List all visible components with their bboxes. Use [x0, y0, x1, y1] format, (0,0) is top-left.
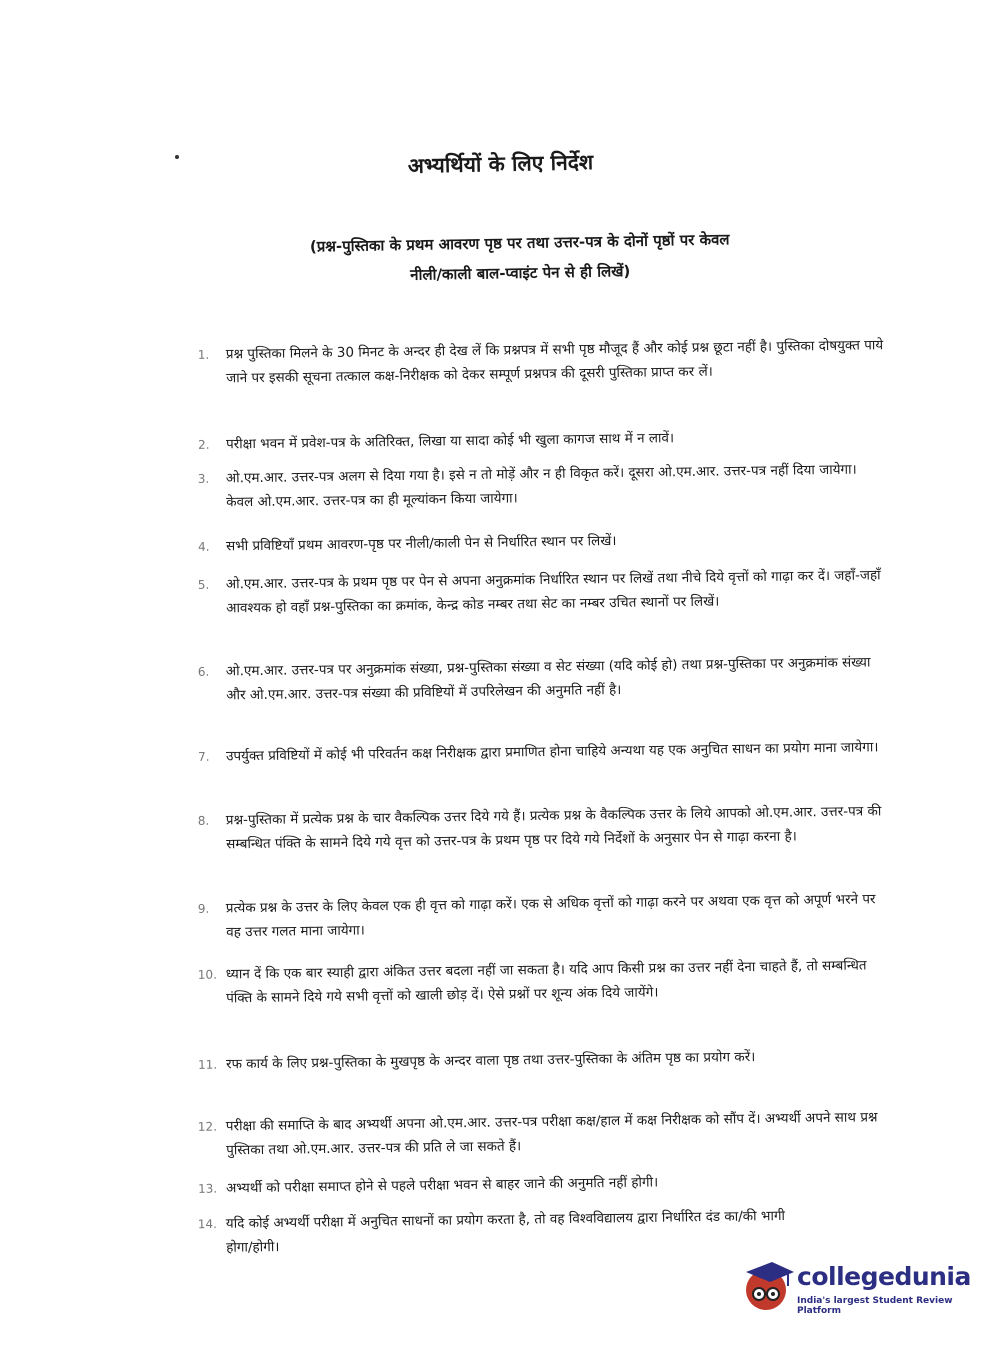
instruction-number: 13. [197, 1181, 218, 1196]
instruction-item [198, 735, 888, 769]
instruction-number: 8. [197, 813, 210, 828]
instruction-text: रफ कार्य के लिए प्रश्न-पुस्तिका के मुखपृष्ठ के अन्दर वाला पृष्ठ तथा उत्तर-पुस्तिका के अंतिम पृष्ठ का प्रयोग करें। [225, 1049, 756, 1073]
instruction-number: 12. [197, 1119, 218, 1134]
instruction-text: सभी प्रविष्टियाँ प्रथम आवरण-पृष्ठ पर नीली/काली पेन से निर्धारित स्थान पर लिखें। [225, 532, 617, 555]
instruction-item [198, 423, 888, 457]
instruction-item [198, 1204, 799, 1260]
instruction-text: यदि कोई अभ्यर्थी परीक्षा में अनुचित साधनों का प्रयोग करता है, तो वह विश्वविद्यालय द्वारा निर्धारित दंड का/की भागी होगा/होगी। [225, 1207, 786, 1256]
instruction-number: 2. [197, 437, 210, 452]
instruction-text: परीक्षा भवन में प्रवेश-पत्र के अतिरिक्त, लिखा या सादा कोई भी खुला कागज साथ में न लावें। [225, 430, 675, 453]
subtitle-line-2: नीली/काली बाल-प्वाइंट पेन से ही लिखें) [410, 262, 631, 284]
page-title: अभ्यर्थियों के लिए निर्देश [407, 150, 594, 178]
instruction-text: ओ.एम.आर. उत्तर-पत्र पर अनुक्रमांक संख्या, प्रश्न-पुस्तिका संख्या व सेट संख्या (यदि कोई हो) तथा प्रश्न-पुस्तिका पर अनुक्रमांक संख्या और ओ.एम.आर. उत्तर-पत्र संख्या की प्रविष्टियों में उपरिलेखन की अनुमति नहीं है। [225, 654, 871, 704]
instruction-item [198, 1105, 889, 1163]
brand-name: collegedunia [797, 1262, 971, 1291]
instruction-text: परीक्षा की समाप्ति के बाद अभ्यर्थी अपना ओ.एम.आर. उत्तर-पत्र परीक्षा कक्ष/हाल में कक्ष निरीक्षक को सौंप दें। अभ्यर्थी अपने साथ प्रश्न पुस्तिका तथा ओ.एम.आर. उत्तर-पत्र की प्रति ले जा सकते हैं। [225, 1109, 878, 1159]
instruction-number: 10. [197, 967, 218, 982]
collegedunia-watermark [742, 1252, 972, 1322]
instruction-text: ओ.एम.आर. उत्तर-पत्र के प्रथम पृष्ठ पर पेन से अपना अनुक्रमांक निर्धारित स्थान पर लिखें तथा नीचे दिये वृत्तों को गाढ़ा कर दें। जहाँ-जहाँ आवश्यक हो वहाँ प्रश्न-पुस्तिका का क्रमांक, केन्द्र कोड नम्बर तथा सेट का नम्बर उचित स्थानों पर लिखें। [225, 567, 881, 617]
instruction-item [198, 1167, 888, 1201]
page-subtitle [240, 223, 801, 293]
instruction-item [198, 525, 888, 559]
instruction-text: प्रश्न पुस्तिका मिलने के 30 मिनट के अन्दर ही देख लें कि प्रश्नपत्र में सभी पृष्ठ मौजूद हैं और कोई प्रश्न छूटा नहीं है। पुस्तिका दोषयुक्त पाये जाने पर इसकी सूचना तत्काल कक्ष-निरीक्षक को देकर सम्पूर्ण प्रश्नपत्र की दूसरी पुस्तिका प्राप्त कर लें। [225, 337, 884, 387]
instruction-text: अभ्यर्थी को परीक्षा समाप्त होने से पहले परीक्षा भवन से बाहर जाने की अनुमति नहीं होगी। [225, 1174, 659, 1197]
instruction-number: 14. [197, 1216, 218, 1232]
instruction-item [198, 650, 889, 708]
instruction-item [198, 457, 889, 515]
instruction-text: ध्यान दें कि एक बार स्याही द्वारा अंकित उत्तर बदला नहीं जा सकता है। यदि आप किसी प्रश्न का उत्तर नहीं देना चाहते हैं, तो सम्बन्धित पंक्ति के सामने दिये गये सभी वृत्तों को खाली छोड़ दें। ऐसे प्रश्नों पर शून्य अंक दिये जायेंगे। [225, 957, 867, 1007]
mascot-logo-icon [742, 1256, 794, 1318]
instruction-item [198, 799, 889, 857]
instruction-item [198, 953, 889, 1011]
instruction-number: 3. [197, 471, 210, 486]
instruction-number: 9. [197, 901, 210, 916]
instruction-item [198, 563, 889, 621]
instruction-item [198, 333, 889, 391]
brand-tagline: India's largest Student Review Platform [797, 1296, 953, 1316]
instruction-number: 11. [197, 1057, 218, 1072]
instruction-item [198, 887, 889, 945]
instruction-text: प्रत्येक प्रश्न के उत्तर के लिए केवल एक ही वृत्त को गाढ़ा करें। एक से अधिक वृत्तों को गाढ़ा करने पर अथवा एक वृत्त को अपूर्ण भरने पर वह उत्तर गलत माना जायेगा। [225, 891, 876, 941]
instruction-number: 5. [197, 577, 210, 592]
instruction-text: प्रश्न-पुस्तिका में प्रत्येक प्रश्न के चार वैकल्पिक उत्तर दिये गये हैं। प्रत्येक प्रश्न के वैकल्पिक उत्तर के लिये आपको ओ.एम.आर. उत्तर-पत्र की सम्बन्धित पंक्ति के सामने दिये गये वृत्त को उत्तर-पत्र के प्रथम पृष्ठ पर दिये गये निर्देशों के अनुसार पेन से गाढ़ा करना है। [225, 803, 882, 853]
instruction-item [198, 1043, 888, 1077]
subtitle-line-1: (प्रश्न-पुस्तिका के प्रथम आवरण पृष्ठ पर तथा उत्तर-पत्र के दोनों पृष्ठों पर केवल [309, 230, 730, 256]
instruction-text: ओ.एम.आर. उत्तर-पत्र अलग से दिया गया है। इसे न तो मोड़ें और न ही विकृत करें। दूसरा ओ.एम.आर. उत्तर-पत्र नहीं दिया जायेगा। केवल ओ.एम.आर. उत्तर-पत्र का ही मूल्यांकन किया जायेगा। [225, 461, 857, 511]
instruction-number: 4. [197, 539, 210, 554]
instruction-number: 1. [197, 347, 210, 362]
instruction-text: उपर्युक्त प्रविष्टियों में कोई भी परिवर्तन कक्ष निरीक्षक द्वारा प्रमाणित होना चाहिये अन्यथा यह एक अनुचित साधन का प्रयोग माना जायेगा। [225, 739, 879, 765]
instruction-number: 6. [197, 664, 210, 679]
instruction-number: 7. [197, 749, 210, 764]
